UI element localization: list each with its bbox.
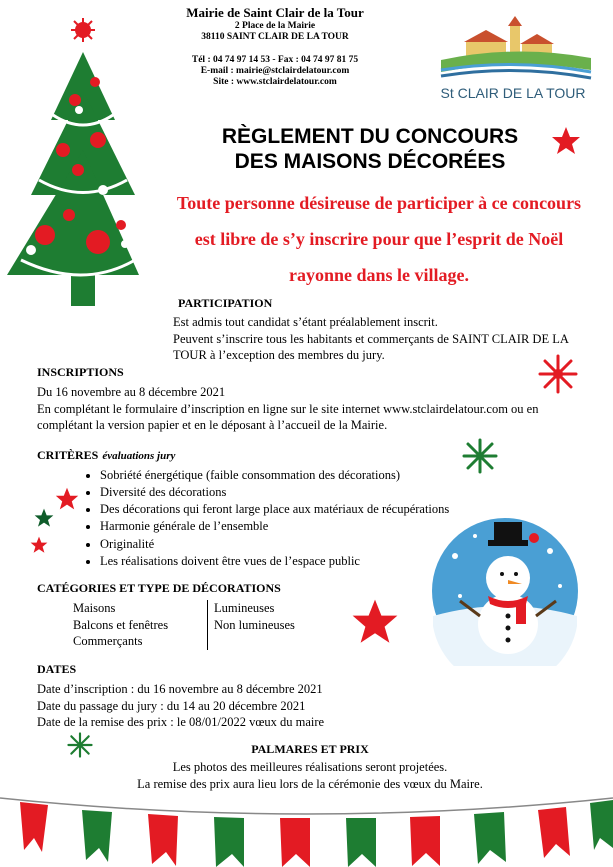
list-item: Date d’inscription : du 16 novembre au 8 décembre 2021 (37, 682, 323, 696)
address-line-2: 38110 SAINT CLAIR DE LA TOUR (201, 31, 349, 42)
participation-body (173, 314, 578, 364)
dates-heading: DATES (37, 662, 77, 676)
inscriptions-line-1: Du 16 novembre au 8 décembre 2021 (37, 385, 226, 399)
phone-fax: Tél : 04 74 97 14 53 - Fax : 04 74 97 81 75 (191, 54, 359, 65)
dates-section (37, 662, 457, 731)
star-icon (350, 598, 400, 646)
title-line-2: DES MAISONS DÉCORÉES (234, 150, 506, 174)
list-item: • Diversité des décorations (100, 484, 497, 501)
list-item: Balcons et fenêtres (73, 617, 169, 632)
list-item: Commerçants (73, 634, 143, 648)
list-item: Non lumineuses (214, 617, 295, 632)
dates-list (37, 681, 457, 731)
address-line-1: 2 Place de la Mairie (234, 20, 316, 31)
participation-heading: PARTICIPATION (178, 296, 273, 310)
list-item: • Harmonie générale de l’ensemble (100, 518, 497, 535)
org-name: Mairie de Saint Clair de la Tour (186, 5, 364, 20)
website-line: Site : www.stclairdelatour.com (213, 76, 337, 87)
page-title (165, 124, 575, 174)
palmares-line-1: Les photos des meilleures réalisations seront projetées. (172, 760, 448, 774)
palmares-section (60, 742, 560, 792)
christmas-tree-icon (3, 10, 143, 310)
palmares-heading: PALMARES ET PRIX (251, 742, 369, 756)
criteres-subheading: évaluations jury (102, 450, 176, 462)
municipal-header (150, 6, 400, 88)
categories-section (37, 581, 337, 650)
list-item: Lumineuses (214, 601, 275, 615)
star-icon (34, 508, 54, 528)
categories-column-1 (73, 600, 208, 650)
categories-heading: CATÉGORIES ET TYPE DE DÉCORATIONS (37, 581, 281, 595)
categories-column-2 (208, 600, 295, 650)
participation-section (178, 296, 578, 311)
list-item: • Des décorations qui feront large place aux matériaux de récupérations (100, 501, 497, 518)
inscriptions-section (37, 365, 577, 434)
criteres-heading: CRITÈRES (37, 448, 99, 462)
list-item: Date du passage du jury : du 14 au 20 décembre 2021 (37, 698, 306, 713)
list-item: • Originalité (100, 536, 497, 553)
palmares-line-2: La remise des prix aura lieu lors de la cérémonie des vœux du Maire. (137, 776, 483, 791)
star-icon (30, 536, 48, 554)
logo-text: St CLAIR DE LA TOUR (440, 85, 586, 101)
list-item: • Les réalisations doivent être vues de l’espace public (100, 553, 497, 570)
participation-line-1: Est admis tout candidat s’étant préalablement inscrit. (173, 315, 438, 329)
categories-table (73, 600, 337, 650)
participation-line-2: Peuvent s’inscrire tous les habitants et commerçants de SAINT CLAIR DE LA TOUR à l’exception des membres du jury. (173, 331, 569, 362)
list-item: Date de la remise des prix : le 08/01/2022 vœux du maire (37, 715, 325, 729)
inscriptions-heading: INSCRIPTIONS (37, 365, 124, 379)
star-icon (55, 487, 79, 511)
list-item: • Sobriété énergétique (faible consommation des décorations) (100, 467, 497, 484)
inscriptions-line-2: En complétant le formulaire d’inscription en ligne sur le site internet www.stclairdelatour.com ou en complétant la version papier et en le déposant à l’accueil de la Mairie. (37, 401, 539, 432)
bunting-icon (0, 790, 613, 867)
title-line-1: RÈGLEMENT DU CONCOURS (221, 125, 519, 148)
criteres-heading-row (37, 446, 497, 464)
email-line: E-mail : mairie@stclairdelatour.com (200, 65, 350, 76)
list-item: Maisons (73, 601, 116, 615)
criteres-section (37, 446, 497, 570)
star-icon (551, 126, 581, 156)
snowman-icon (430, 516, 580, 666)
intro-text: Toute personne désireuse de participer à ce concours est libre de s’y inscrire pour que l’esprit de Noël rayonne dans le village. (176, 193, 582, 285)
village-logo-icon (436, 14, 596, 84)
